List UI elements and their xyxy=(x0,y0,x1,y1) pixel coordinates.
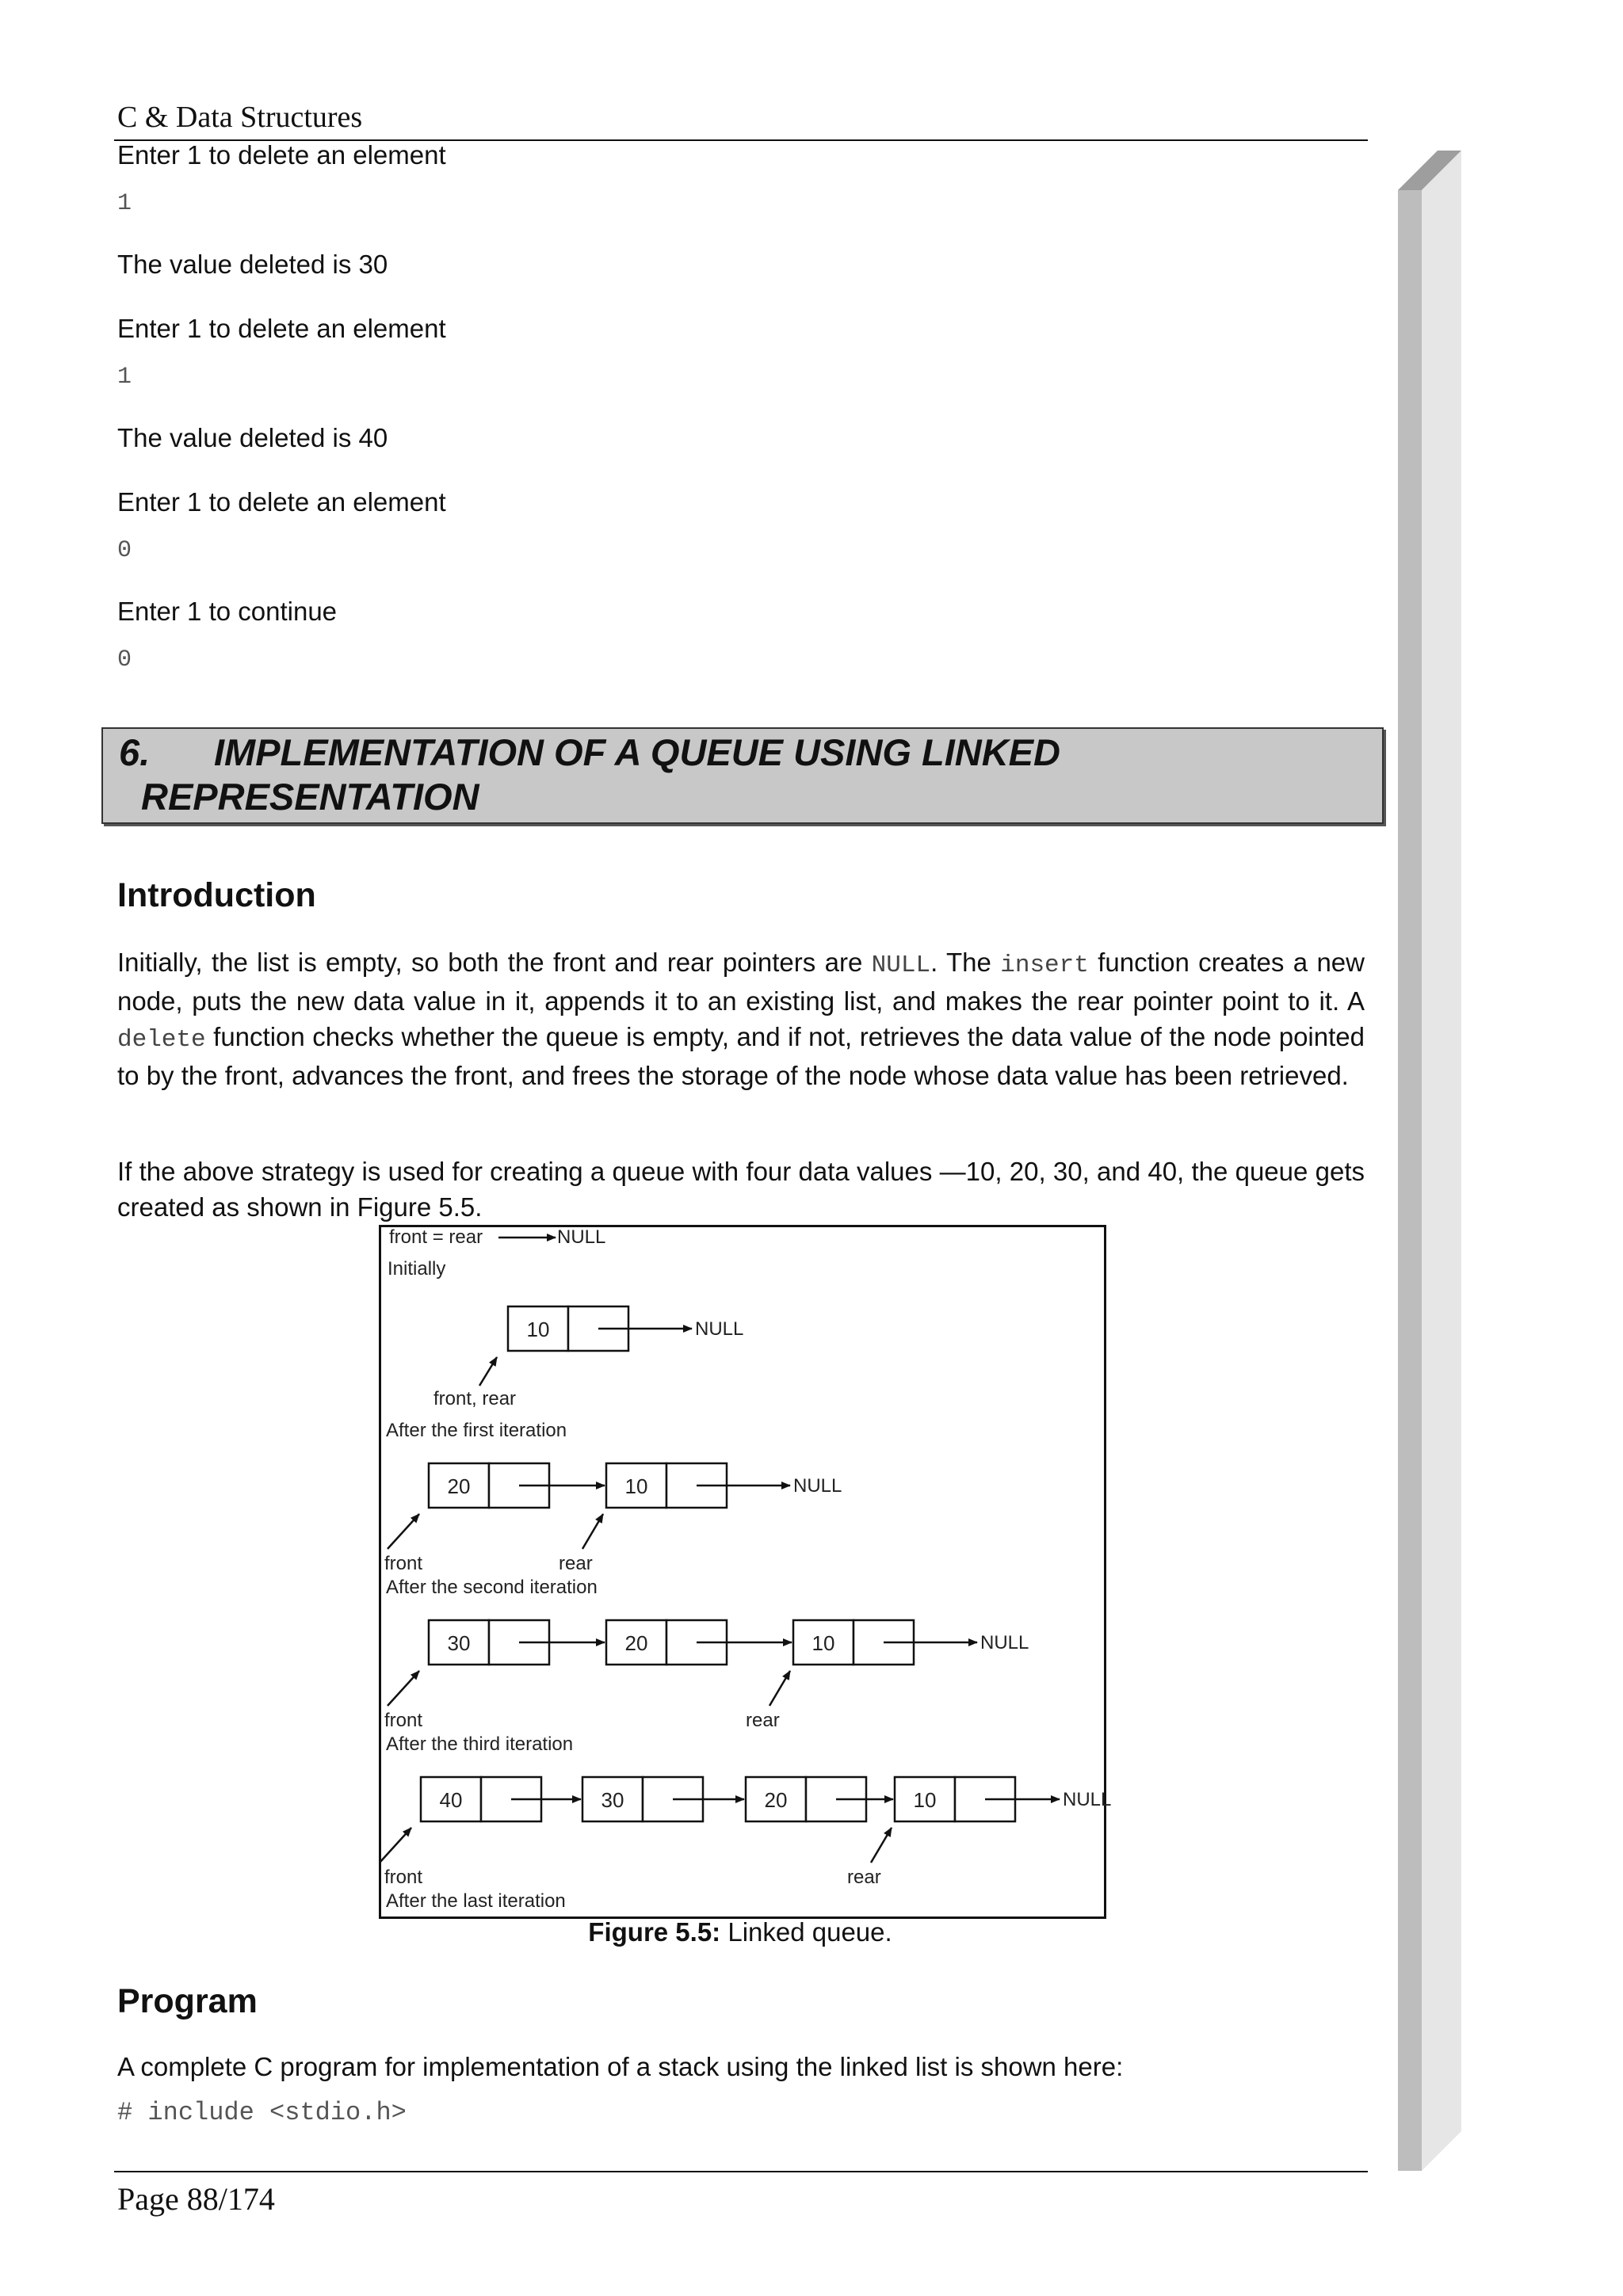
section-title-line1: IMPLEMENTATION OF A QUEUE USING LINKED xyxy=(214,731,1060,773)
introduction-heading: Introduction xyxy=(117,876,316,914)
program-intro: A complete C program for implementation of a stack using the linked list is shown here: xyxy=(117,2052,1124,2081)
program-heading: Program xyxy=(117,1982,258,2020)
inline-code: NULL xyxy=(871,952,931,979)
output-line: 1 xyxy=(117,364,132,391)
output-line: Enter 1 to delete an element xyxy=(117,140,446,170)
rear-label: rear xyxy=(559,1553,593,1574)
front-label: front xyxy=(384,1867,423,1888)
node-value: 10 xyxy=(526,1318,550,1341)
front-pointer-arrow xyxy=(380,1828,411,1863)
paragraph-text: Initially, the list is empty, so both the front and rear pointers are xyxy=(117,948,872,977)
node-value: 10 xyxy=(624,1474,648,1498)
figure-linked-queue xyxy=(379,1225,1112,1919)
node-value: 20 xyxy=(624,1631,648,1655)
iteration-caption: After the third iteration xyxy=(386,1733,574,1755)
null-label: NULL xyxy=(1063,1789,1112,1810)
figure-caption-text: Linked queue. xyxy=(720,1917,892,1947)
introduction-paragraph-2: If the above strategy is used for creating a queue with four data values —10, 20, 30, and 40, the queue gets created as shown in Figure 5.5. xyxy=(117,1157,1365,1222)
rear-pointer-arrow xyxy=(582,1514,603,1549)
node-value: 10 xyxy=(812,1631,835,1655)
node-value: 10 xyxy=(913,1788,937,1812)
section-heading xyxy=(119,730,1355,819)
rear-label: rear xyxy=(847,1867,881,1888)
figure-caption-label: Figure 5.5: xyxy=(588,1917,721,1947)
node-value: 30 xyxy=(447,1631,471,1655)
output-line: 1 xyxy=(117,190,132,217)
node-value: 40 xyxy=(439,1788,463,1812)
page-number: Page 88/174 xyxy=(117,2181,275,2217)
paragraph-text: . The xyxy=(930,948,1001,977)
page-edge-decoration xyxy=(1398,151,1461,2179)
front-label: front xyxy=(384,1710,423,1731)
node-value: 30 xyxy=(601,1788,624,1812)
output-line: The value deleted is 40 xyxy=(117,423,388,452)
paragraph-text: function checks whether the queue is empty, and if not, retrieves the data value of the node pointed to by the front, advances the front, and frees the storage of the node whose data value has been retrieved. xyxy=(117,1022,1365,1090)
output-line: Enter 1 to delete an element xyxy=(117,314,446,343)
iteration-caption: Initially xyxy=(388,1258,446,1280)
null-label: NULL xyxy=(557,1226,606,1248)
front-rear-label: front, rear xyxy=(433,1388,517,1409)
section-title-line2: REPRESENTATION xyxy=(141,776,479,818)
figure-caption xyxy=(379,1916,1102,1949)
introduction-paragraph xyxy=(117,944,1365,1093)
iteration-caption: After the first iteration xyxy=(386,1420,567,1441)
front-pointer-arrow xyxy=(388,1671,419,1706)
inline-code: delete xyxy=(117,1026,206,1054)
null-label: NULL xyxy=(980,1632,1029,1653)
iteration-caption: After the last iteration xyxy=(386,1890,566,1912)
footer-rule xyxy=(114,2171,1368,2172)
front-label: front xyxy=(384,1553,423,1574)
node-value: 20 xyxy=(447,1474,471,1498)
null-label: NULL xyxy=(695,1318,744,1340)
inline-code: insert xyxy=(1000,952,1089,979)
node-value: 20 xyxy=(764,1788,788,1812)
output-line: Enter 1 to delete an element xyxy=(117,487,446,517)
front-pointer-arrow xyxy=(388,1514,419,1549)
rear-pointer-arrow xyxy=(769,1671,790,1706)
document-title: C & Data Structures xyxy=(117,101,363,134)
output-line: 0 xyxy=(117,646,132,673)
section-number: 6. xyxy=(119,731,151,773)
rear-label: rear xyxy=(746,1710,780,1731)
paragraph-text: function creates a new node, puts the new data value in it, appends it to an existing list, and makes the rear pointer point to it. A xyxy=(117,948,1365,1016)
rear-pointer-arrow xyxy=(871,1828,892,1863)
output-line: The value deleted is 30 xyxy=(117,250,388,279)
linked-queue-diagram xyxy=(381,1226,1112,1912)
output-line: Enter 1 to continue xyxy=(117,597,338,626)
front-rear-pointer-arrow xyxy=(479,1357,497,1386)
initial-pointer-label: front = rear xyxy=(389,1226,483,1248)
iteration-caption: After the second iteration xyxy=(386,1577,598,1598)
code-line: # include <stdio.h> xyxy=(117,2098,407,2127)
output-line: 0 xyxy=(117,537,132,564)
null-label: NULL xyxy=(793,1475,842,1497)
